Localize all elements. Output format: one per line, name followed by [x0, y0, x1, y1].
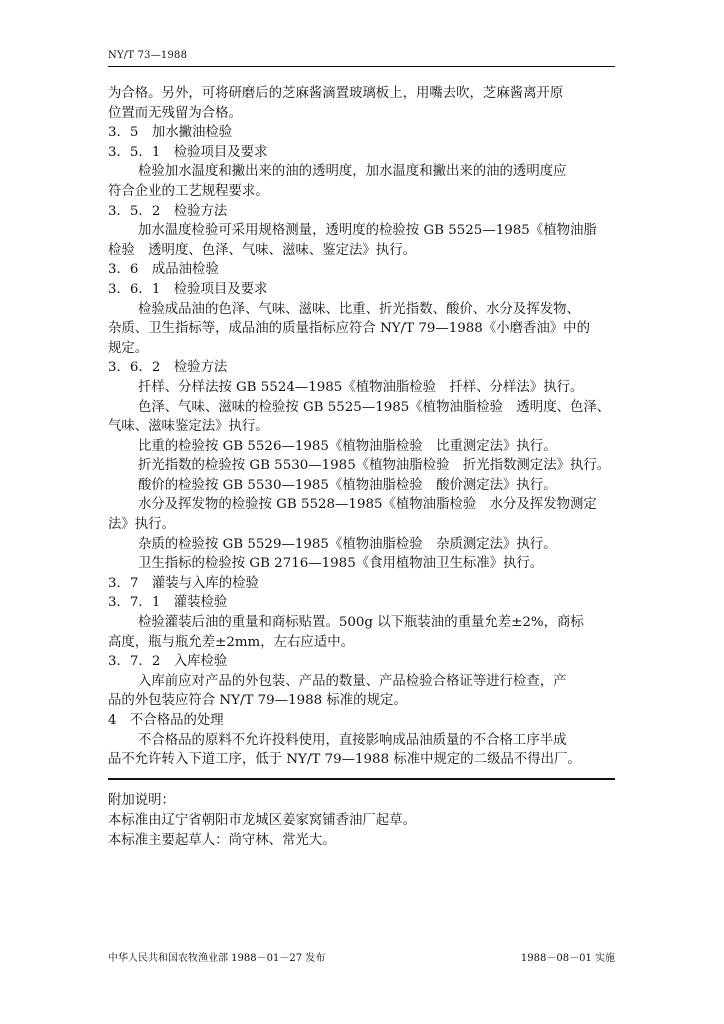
document-code: NY/T 73—1988 [108, 50, 188, 61]
subsection-heading: 3．6．2 检验方法 [108, 360, 228, 376]
body-line: 检验灌装后油的重量和商标贴置。500g 以下瓶装油的重量允差±2%，商标 [138, 615, 584, 631]
subsection-heading: 3．7．1 灌装检验 [108, 595, 228, 611]
notes-separator [108, 778, 615, 780]
body-line: 规定。 [108, 340, 149, 356]
body-line: 检验加水温度和撇出来的油的透明度，加水温度和撇出来的油的透明度应 [138, 164, 567, 180]
body-line: 符合企业的工艺规程要求。 [108, 183, 269, 199]
body-line: 品不允许转入下道工序，低于 NY/T 79—1988 标准中规定的二级品不得出厂。 [108, 752, 581, 768]
body-line: 比重的检验按 GB 5526—1985《植物油脂检验 比重测定法》执行。 [138, 438, 557, 454]
section-heading: 3．7 灌装与入库的检验 [108, 575, 259, 591]
body-line: 杂质的检验按 GB 5529—1985《植物油脂检验 杂质测定法》执行。 [138, 536, 557, 552]
body-line: 酸价的检验按 GB 5530—1985《植物油脂检验 酸价测定法》执行。 [138, 477, 557, 493]
body-line: 卫生指标的检验按 GB 2716—1985《食用植物油卫生标准》执行。 [138, 556, 544, 572]
body-line: 折光指数的检验按 GB 5530—1985《植物油脂检验 折光指数测定法》执行。 [138, 458, 611, 474]
subsection-heading: 3．6．1 检验项目及要求 [108, 281, 268, 297]
body-line: 加水温度检验可采用规格测量，透明度的检验按 GB 5525—1985《植物油脂 [138, 223, 597, 239]
section-heading: 3．6 成品油检验 [108, 262, 219, 278]
notes-drafted-by: 本标准由辽宁省朝阳市龙城区姜家窝铺香油厂起草。 [108, 813, 416, 828]
subsection-heading: 3．5．1 检验项目及要求 [108, 144, 268, 160]
body-line: 检验成品油的色泽、气味、滋味、比重、折光指数、酸价、水分及挥发物、 [138, 301, 580, 317]
effective-date: 1988－08－01 实施 [520, 953, 615, 964]
subsection-heading: 3．5．2 检验方法 [108, 203, 228, 219]
body-line: 为合格。另外，可将研磨后的芝麻酱滴置玻璃板上，用嘴去吹，芝麻酱离开原 [108, 86, 564, 101]
body-line: 品的外包装应符合 NY/T 79—1988 标准的规定。 [108, 693, 407, 709]
body-line: 色泽、气味、滋味的检验按 GB 5525—1985《植物油脂检验 透明度、色泽、 [138, 399, 611, 415]
body-line: 不合格品的原料不允许投料使用，直接影响成品油质量的不合格工序半成 [138, 732, 567, 748]
body-line: 水分及挥发物的检验按 GB 5528—1985《植物油脂检验 水分及挥发物测定 [138, 497, 597, 513]
body-line: 高度，瓶与瓶允差±2mm，左右应适中。 [108, 634, 354, 650]
body-line: 入库前应对产品的外包装、产品的数量、产品检验合格证等进行检查，产 [138, 673, 567, 689]
issue-date: 中华人民共和国农牧渔业部 1988－01－27 发布 [108, 953, 326, 964]
section-heading: 3．5 加水撇油检验 [108, 125, 233, 141]
notes-title: 附加说明： [108, 793, 175, 808]
body-line: 扦样、分样法按 GB 5524—1985《植物油脂检验 扦样、分样法》执行。 [138, 379, 584, 395]
body-line: 气味、滋味鉴定法》执行。 [108, 419, 269, 435]
section-heading: 4 不合格品的处理 [108, 713, 224, 728]
body-line: 位置而无残留为合格。 [108, 105, 242, 121]
header-rule [108, 66, 615, 67]
body-line: 杂质、卫生指标等，成品油的质量指标应符合 NY/T 79—1988《小磨香油》中的 [108, 321, 590, 337]
subsection-heading: 3．7．2 入库检验 [108, 654, 228, 670]
body-line: 法》执行。 [108, 517, 175, 533]
additional-notes [108, 791, 416, 851]
document-body [108, 84, 620, 770]
body-line: 检验 透明度、色泽、气味、滋味、鉴定法》执行。 [108, 242, 416, 258]
notes-drafters: 本标准主要起草人：尚守林、常光大。 [108, 833, 336, 848]
